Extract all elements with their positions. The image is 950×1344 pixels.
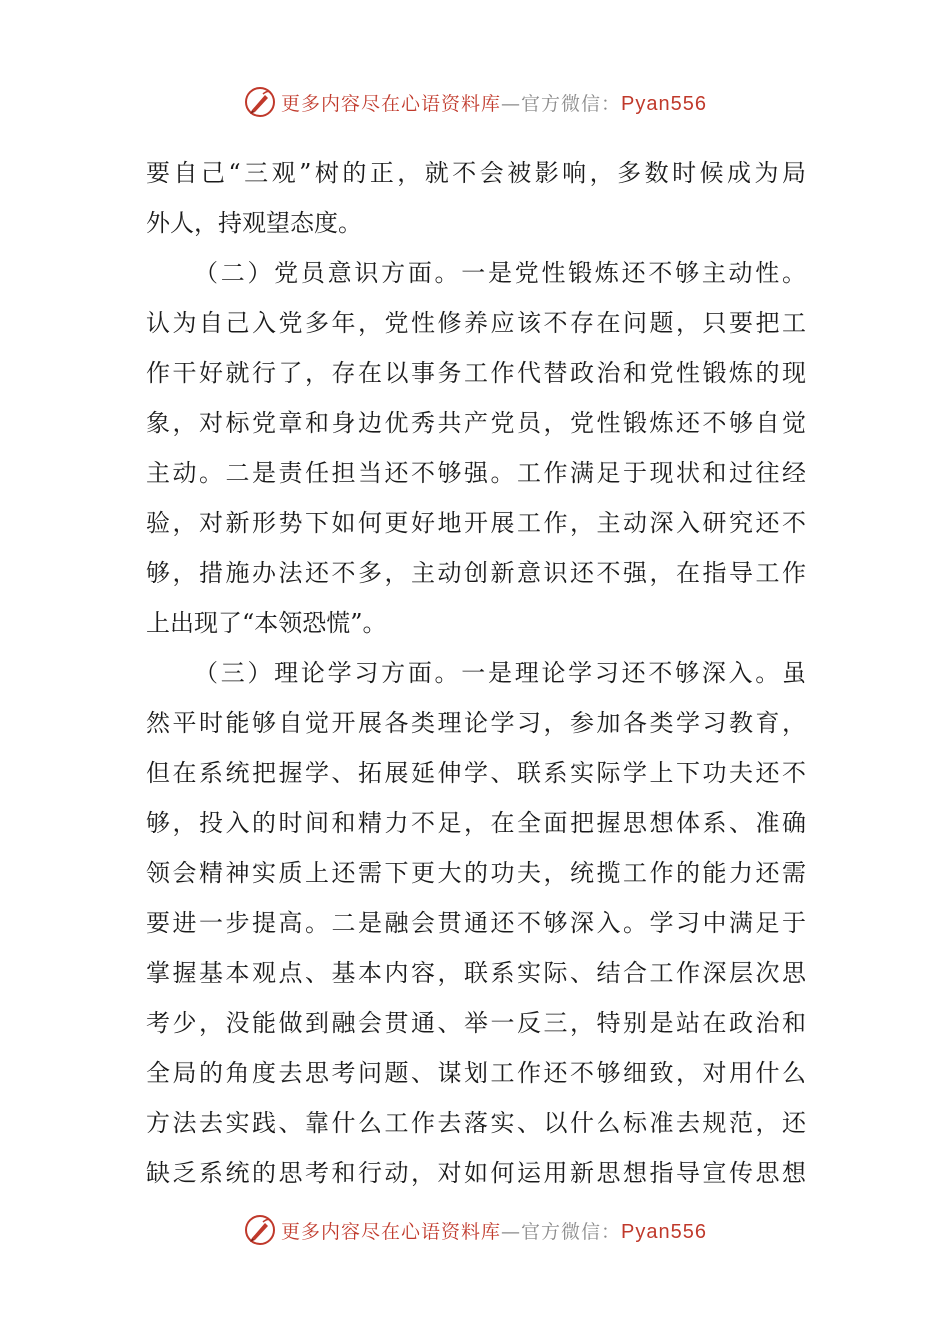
- pen-logo-icon: [243, 1213, 277, 1247]
- banner-text: [281, 1217, 707, 1244]
- text-line: 主动。二是责任担当还不够强。工作满足于现状和过往经: [146, 459, 806, 487]
- text-line: （三）理论学习方面。一是理论学习还不够深入。虽: [194, 659, 806, 687]
- text-line: 外人，持观望态度。: [146, 209, 362, 237]
- text-line: 够，投入的时间和精力不足，在全面把握思想体系、准确: [146, 809, 806, 837]
- header-watermark-banner: [0, 82, 950, 122]
- footer-watermark-banner: [0, 1210, 950, 1250]
- text-line: 考少，没能做到融会贯通、举一反三，特别是站在政治和: [146, 1009, 806, 1037]
- text-line: 要进一步提高。二是融会贯通还不够深入。学习中满足于: [146, 909, 806, 937]
- text-line: 但在系统把握学、拓展延伸学、联系实际学上下功夫还不: [146, 759, 806, 787]
- text-line: 认为自己入党多年，党性修养应该不存在问题，只要把工: [146, 309, 806, 337]
- text-line: 象，对标党章和身边优秀共产党员，党性锻炼还不够自觉: [146, 409, 806, 437]
- paragraph: [146, 148, 806, 248]
- text-line: 方法去实践、靠什么工作去落实、以什么标准去规范，还: [146, 1109, 806, 1137]
- banner-text: [281, 89, 707, 116]
- text-line: 上出现了“本领恐慌”。: [146, 609, 387, 637]
- text-line: 缺乏系统的思考和行动，对如何运用新思想指导宣传思想: [146, 1159, 806, 1187]
- banner-main-text: 更多内容尽在心语资料库: [281, 1220, 502, 1243]
- text-line: 然平时能够自觉开展各类理论学习，参加各类学习教育，: [146, 709, 806, 737]
- text-line: 要自己“三观”树的正，就不会被影响，多数时候成为局: [146, 159, 806, 187]
- paragraph: [146, 248, 806, 648]
- pen-logo-icon: [243, 85, 277, 119]
- banner-wechat-id: Pyan556: [621, 92, 707, 115]
- banner-sub-text: 官方微信：: [521, 1220, 622, 1243]
- banner-dash: —: [501, 1220, 522, 1243]
- text-line: （二）党员意识方面。一是党性锻炼还不够主动性。: [194, 259, 806, 287]
- text-line: 够，措施办法还不多，主动创新意识还不强，在指导工作: [146, 559, 806, 587]
- banner-wechat-id: Pyan556: [621, 1220, 707, 1243]
- banner-dash: —: [501, 92, 522, 115]
- text-line: 验，对新形势下如何更好地开展工作，主动深入研究还不: [146, 509, 806, 537]
- text-line: 作干好就行了，存在以事务工作代替政治和党性锻炼的现: [146, 359, 806, 387]
- text-line: 领会精神实质上还需下更大的功夫，统揽工作的能力还需: [146, 859, 806, 887]
- banner-main-text: 更多内容尽在心语资料库: [281, 92, 502, 115]
- text-line: 全局的角度去思考问题、谋划工作还不够细致，对用什么: [146, 1059, 806, 1087]
- paragraph: [146, 648, 806, 1198]
- banner-sub-text: 官方微信：: [521, 92, 622, 115]
- document-body: [146, 148, 806, 1198]
- text-line: 掌握基本观点、基本内容，联系实际、结合工作深层次思: [146, 959, 806, 987]
